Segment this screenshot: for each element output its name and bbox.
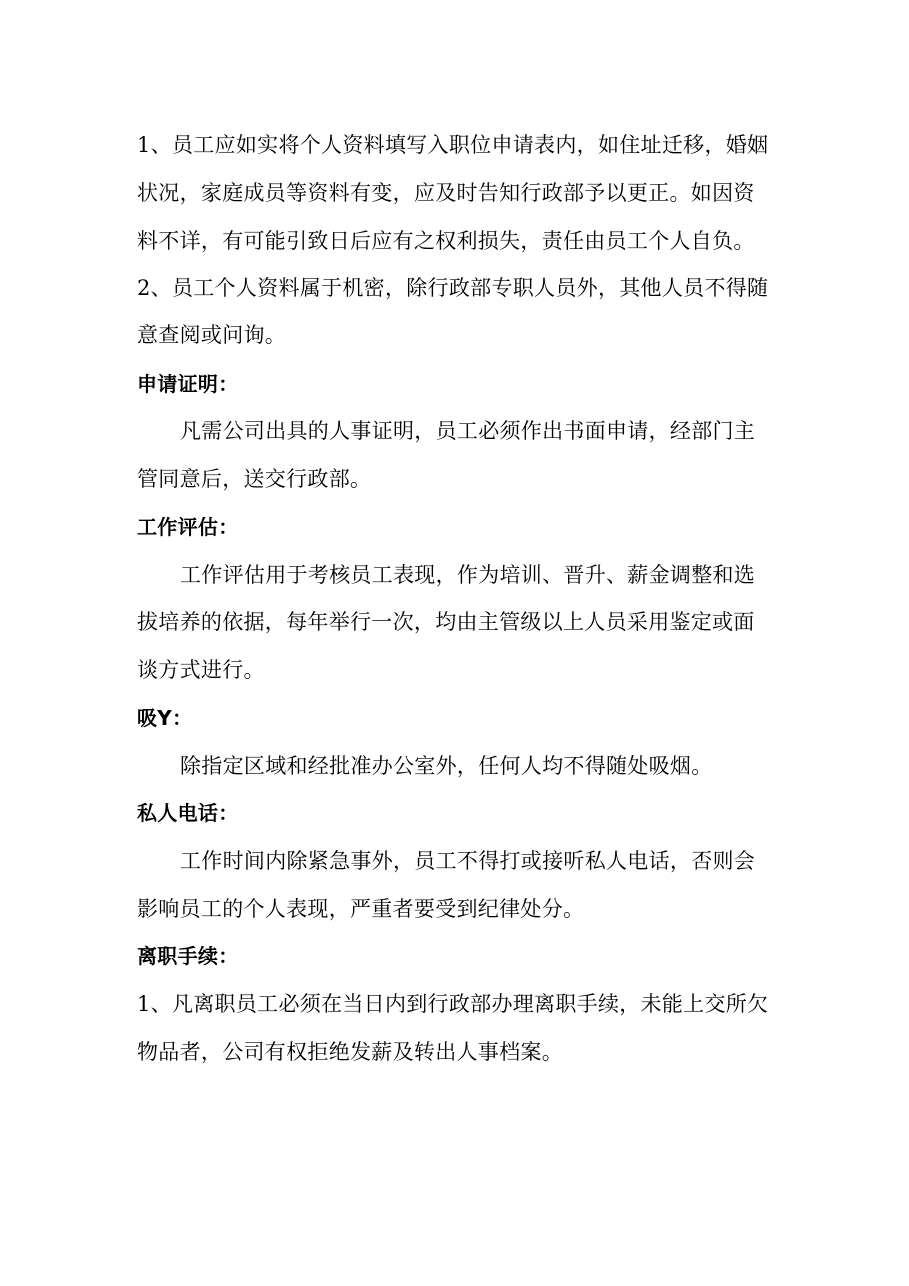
paragraph-line: 除指定区域和经批准办公室外，任何人均不得随处吸烟。 — [180, 754, 713, 778]
paragraph-line: 影响员工的个人表现，严重者要受到纪律处分。 — [137, 897, 585, 921]
paragraph-line: 物品者，公司有权拒绝发薪及转出人事档案。 — [137, 1040, 563, 1064]
paragraph-line: 状况，家庭成员等资料有变，应及时告知行政部予以更正。如因资 — [137, 181, 755, 205]
paragraph-line: 意查阅或问询。 — [137, 323, 287, 347]
paragraph-line: 料不详，有可能引致日后应有之权利损失，责任由员工个人自负。 — [137, 229, 755, 253]
section-heading-private-calls: 私人电话： — [137, 801, 239, 825]
paragraph-line: 凡需公司出具的人事证明，员工必须作出书面申请，经部门主 — [180, 419, 756, 443]
paragraph-line: 1、凡离职员工必须在当日内到行政部办理离职手续，未能上交所欠 — [137, 992, 769, 1016]
paragraph-line: 谈方式进行。 — [137, 658, 265, 682]
paragraph-line: 工作时间内除紧急事外，员工不得打或接听私人电话，否则会 — [180, 849, 756, 873]
paragraph-line: 2、员工个人资料属于机密，除行政部专职人员外，其他人员不得随 — [137, 276, 769, 300]
paragraph-line: 工作评估用于考核员工表现，作为培训、晋升、薪金调整和选 — [180, 563, 756, 587]
paragraph-line: 管同意后，送交行政部。 — [137, 467, 372, 491]
section-heading-application-proof: 申请证明： — [137, 372, 239, 396]
section-heading-work-evaluation: 工作评估： — [137, 515, 239, 539]
section-heading-resignation: 离职手续： — [137, 944, 239, 968]
paragraph-line: 拔培养的依据，每年举行一次，均由主管级以上人员采用鉴定或面 — [137, 610, 755, 634]
paragraph-line: 1、员工应如实将个人资料填写入职位申请表内，如住址迁移，婚姻 — [137, 133, 769, 157]
section-heading-smoking: 吸Y： — [137, 706, 193, 730]
